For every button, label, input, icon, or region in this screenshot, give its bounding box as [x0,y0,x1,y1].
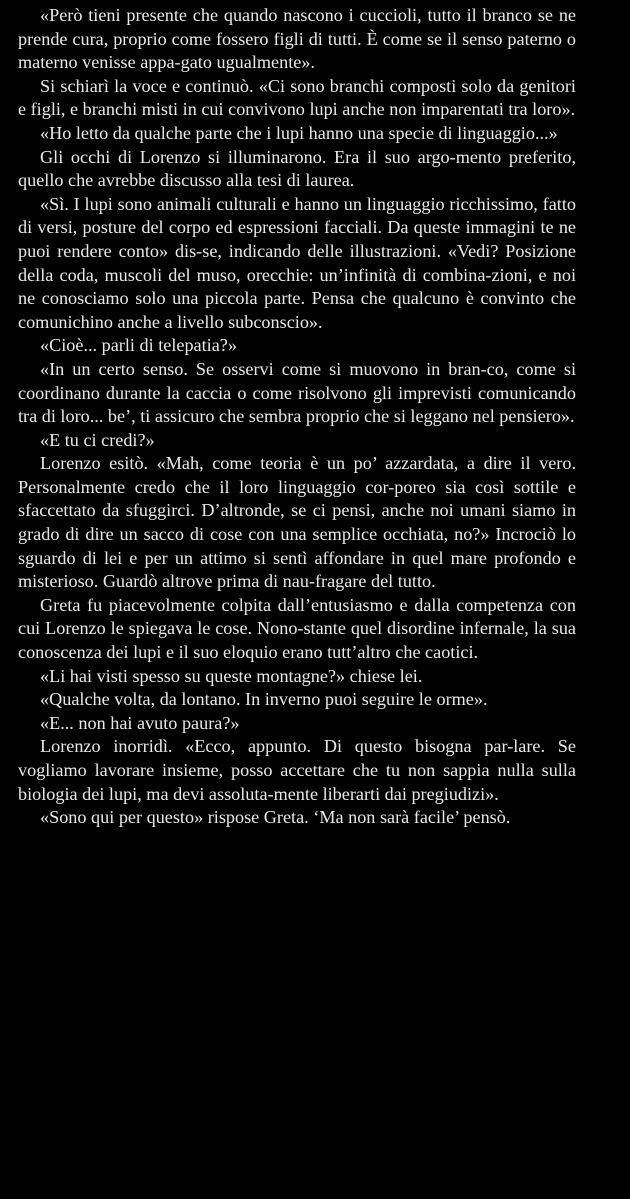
paragraph-1: «Però tieni presente che quando nascono i cuccioli, tutto il branco se ne prende cura, proprio come fossero figli di tutti. È come se il senso paterno o materno venisse appa-gato ugualmente». [18,5,576,73]
paragraph-4: Gli occhi di Lorenzo si illuminarono. Era il suo argo-mento preferito, quello che avrebbe discusso alla tesi di laurea. [18,146,576,191]
paragraph-14: Lorenzo inorridì. «Ecco, appunto. Di questo bisogna par-lare. Se vogliamo lavorare insieme, posso accettare che tu non sappia nulla sulla biologia dei lupi, ma devi assoluta-mente liberarti dai pregiudizi». [18,736,576,804]
paragraph-6: «Cioè... parli di telepatia?» [40,335,237,356]
paragraph-2: Si schiarì la voce e continuò. «Ci sono branchi composti solo da genitori e figli, e branchi misti in cui convivono lupi anche non imparentati tra loro». [18,75,576,120]
paragraph-10: Greta fu piacevolmente colpita dall’entusiasmo e dalla competenza con cui Lorenzo le spiegava le cose. Nono-stante quel disordine infernale, la sua conoscenza dei lupi e il suo eloquio erano tutt’altro che caotici. [18,594,576,663]
paragraph-15: «Sono qui per questo» rispose Greta. ‘Ma non sarà facile’ pensò. [40,807,511,828]
paragraph-5: «Sì. I lupi sono animali culturali e hanno un linguaggio ricchissimo, fatto di versi, posture del corpo ed espressioni facciali. Da queste immagini te ne puoi rendere conto» dis-se, indicando delle illustrazioni. «Vedi? Posizione della coda, muscoli del muso, orecchie: un’infinità di combina-zioni, e noi ne conosciamo solo una piccola parte. Pensa che qualcuno è convinto che comunichino anche a livello subconscio». [18,193,576,332]
paragraph-13: «E... non hai avuto paura?» [40,712,240,733]
paragraph-9: Lorenzo esitò. «Mah, come teoria è un po’ azzardata, a dire il vero. Personalmente credo che il loro linguaggio cor-poreo sia così sottile e sfaccettato da sfuggirci. D’altronde, se ci pensi, anche noi umani siamo in grado di dire un sacco di cose con una semplice occhiata, no?» Incrociò lo sguardo di lei e per un attimo si sentì affondare in quel mare profondo e misterioso. Guardò altrove prima di nau-fragare del tutto. [18,453,576,592]
book-page [18,4,576,830]
paragraph-12: «Qualche volta, da lontano. In inverno puoi seguire le orme». [40,689,488,710]
paragraph-11: «Li hai visti spesso su queste montagne?» chiese lei. [40,665,423,686]
paragraph-7: «In un certo senso. Se osservi come si muovono in bran-co, come si coordinano durante la caccia o come risolvono gli imprevisti comunicando tra di loro... be’, ti assicuro che sembra proprio che si leggano nel pensiero». [18,358,576,427]
paragraph-3: «Ho letto da qualche parte che i lupi hanno una specie di linguaggio...» [40,122,558,143]
paragraph-8: «E tu ci credi?» [40,429,155,450]
